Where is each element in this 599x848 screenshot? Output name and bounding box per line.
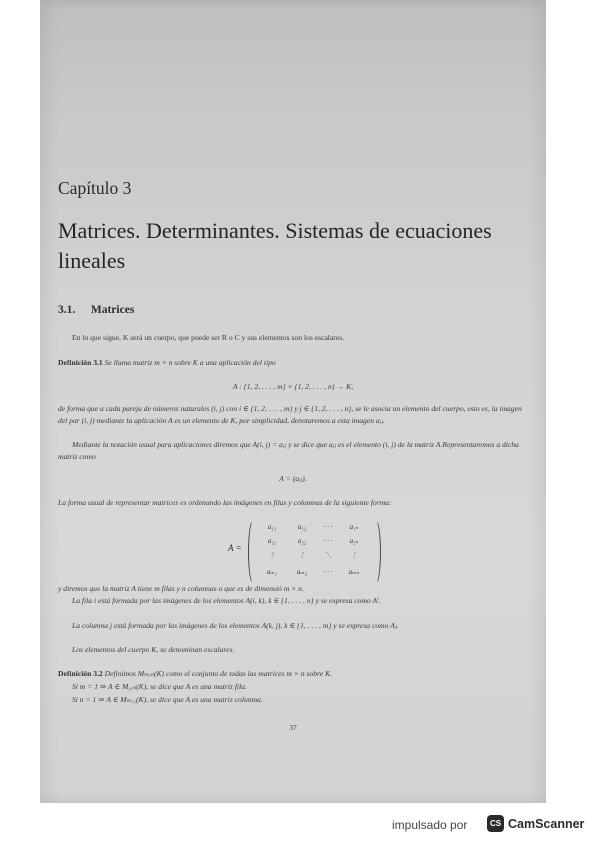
matrix-cell: ⋮ xyxy=(350,551,358,559)
section-heading xyxy=(58,304,528,316)
matrix-cell: ⋮ xyxy=(298,551,306,559)
scanned-page xyxy=(40,0,546,803)
camscanner-brand: CamScanner xyxy=(508,817,585,831)
definition-paragraph-2: Mediante la notación usual para aplicaciones diremos que A(i, j) = aᵢⱼ y se dice que aᵢⱼ es el elemento (i, j) de la matriz A.Representaremos a dicha matriz como xyxy=(58,440,519,461)
definition-paragraph-1: de forma que a cada pareja de números naturales (i, j) con i ∈ {1, 2, . . . , m} y j ∈ {1, 2, . . . , n}, se le asocia un elemento del cuerpo, esto es, la imagen del par (i, j) mediante la aplicación A es un elemento de K, por simplicidad, denotaremos a esta imagen aᵢⱼ. xyxy=(58,404,522,425)
matrix-notation-formula: A = (aᵢⱼ). xyxy=(279,474,307,483)
matrix-cell: a₁ₙ xyxy=(349,523,359,531)
section-name: Matrices xyxy=(90,304,135,316)
definition-label: Definición 3.2 xyxy=(58,669,103,678)
matrix-form-paragraph: La forma usual de representar matrices es ordenando las imágenes en filas y columnas de la siguiente forma: xyxy=(58,498,392,507)
column-paragraph: La columna j está formada por las imágenes de los elementos A(k, j), k ∈ {1, . . . , m} y se expresa como Aⱼ. xyxy=(72,621,399,630)
dimension-paragraph: y diremos que la matriz A tiene m filas y n columnas o que es de dimensió m × n. xyxy=(58,584,304,593)
matrix-cell: · · · xyxy=(323,523,333,531)
section-number: 3.1. xyxy=(58,304,76,316)
definition-text: Definimos Mₘₓₙ(K) como el conjunto de todas las matrices m × n sobre K. xyxy=(104,669,332,678)
intro-text: En lo que sigue, K será un cuerpo, que puede ser R o C y sus elementos son los escalares. xyxy=(72,333,345,342)
mapping-formula: A : {1, 2, . . . , m} × {1, 2, . . . , n} → K, xyxy=(232,382,354,391)
column-matrix-line: Si n = 1 ⇒ A ∈ Mₘₓ₁(K), se dice que A es una matriz columna. xyxy=(72,695,263,704)
matrix-cell: a₂ₙ xyxy=(349,537,359,545)
matrix-cell: a₁₁ xyxy=(267,523,277,531)
camscanner-logo-icon: CS xyxy=(487,815,504,832)
chapter-heading: Capítulo 3 xyxy=(58,178,132,198)
matrix-cell: ⋱ xyxy=(324,551,332,559)
scalars-paragraph: Los elementos del cuerpo K, se denominan escalares. xyxy=(72,645,235,654)
matrix-cell: aₘ₂ xyxy=(296,568,308,576)
matrix-cell: aₘₙ xyxy=(348,568,360,576)
matrix-cell: ⋮ xyxy=(268,551,276,559)
matrix-cell: aₘ₁ xyxy=(266,568,278,576)
row-matrix-line: Si m = 1 ⇒ A ∈ M₁ₓₙ(K), se dice que A es una matriz fila. xyxy=(72,682,247,691)
matrix-cell: a₁₂ xyxy=(297,523,307,531)
matrix-cell: · · · xyxy=(323,537,333,545)
definition-3-2 xyxy=(58,668,528,680)
matrix-name: A = xyxy=(228,543,242,553)
definition-3-1 xyxy=(58,357,528,369)
matrix-cell: a₂₂ xyxy=(297,537,307,545)
definition-label: Definición 3.1 xyxy=(58,358,103,367)
chapter-title: Matrices. Determinantes. Sistemas de ecuaciones lineales xyxy=(58,218,492,273)
row-paragraph: La fila i está formada por las imágenes de los elementos A(i, k), k ∈ {1, . . . , n} y se expresa como Aⁱ. xyxy=(72,596,381,605)
matrix-cell: · · · xyxy=(323,568,333,576)
definition-text: Se llama matriz m × n sobre K a una aplicación del tipo xyxy=(104,358,276,367)
powered-by-label: impulsado por xyxy=(392,818,468,832)
matrix-cell: a₂₁ xyxy=(267,537,277,545)
general-matrix xyxy=(228,519,388,585)
right-parenthesis xyxy=(370,519,381,585)
page-number: 37 xyxy=(289,723,297,732)
